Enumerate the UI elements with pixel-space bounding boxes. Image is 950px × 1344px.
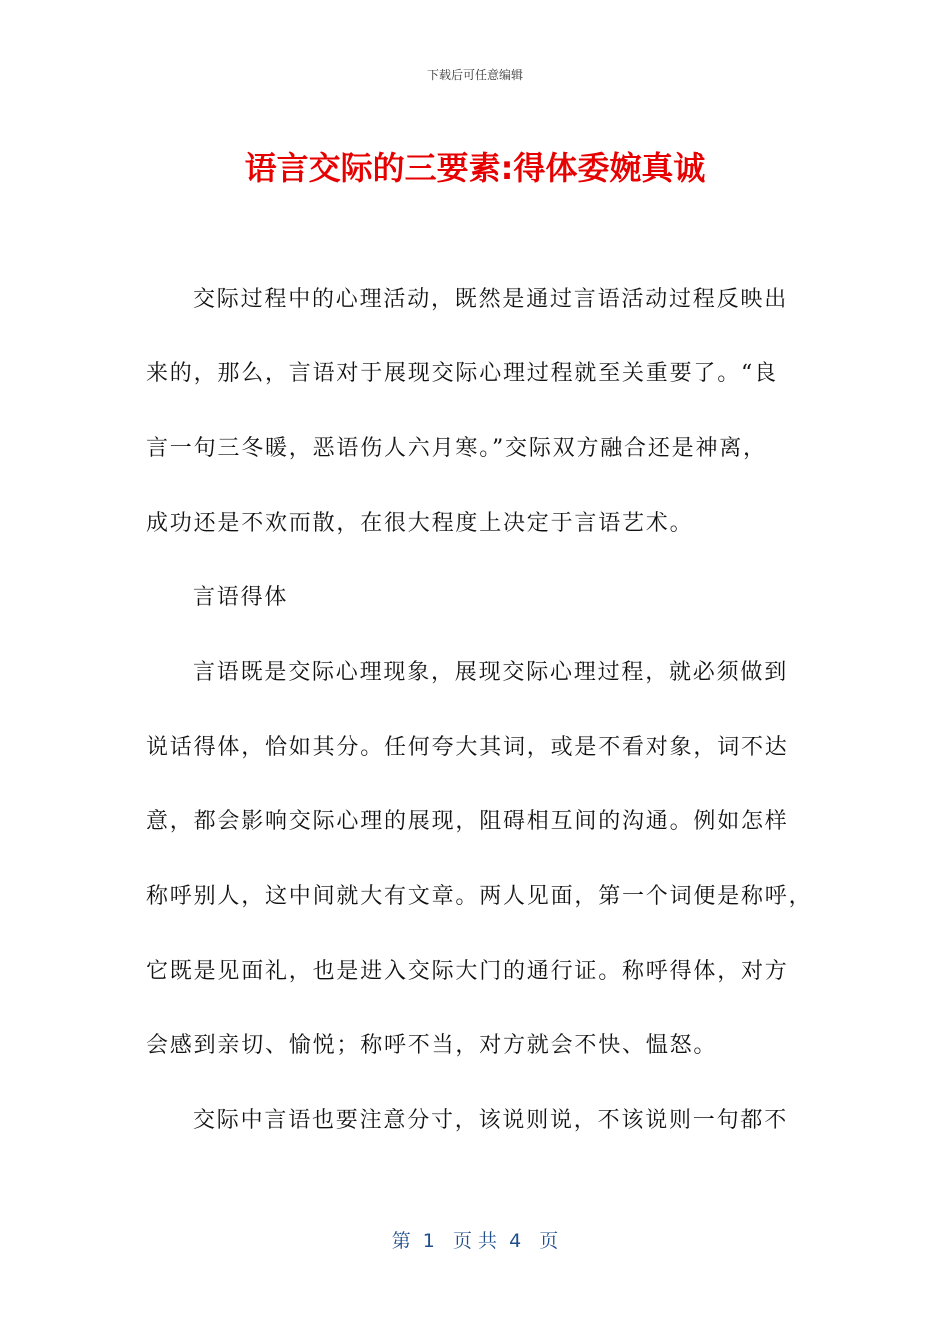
header-note: 下载后可任意编辑 <box>426 68 523 82</box>
paragraph-line: 会感到亲切、愉悦；称呼不当，对方就会不快、愠怒。 <box>146 1033 718 1058</box>
paragraph-line: 言一句三冬暖，恶语伤人六月寒。”交际双方融合还是神离， <box>146 436 767 461</box>
paragraph-line: 它既是见面礼，也是进入交际大门的通行证。称呼得体，对方 <box>146 959 789 984</box>
paragraph-line: 称呼别人，这中间就大有文章。两人见面，第一个词便是称呼， <box>146 884 813 909</box>
section-heading: 言语得体 <box>193 585 289 610</box>
paragraph-line: 言语既是交际心理现象，展现交际心理过程，就必须做到 <box>193 660 789 685</box>
paragraph-line: 交际过程中的心理活动，既然是通过言语活动过程反映出 <box>193 287 789 312</box>
paragraph-line: 意，都会影响交际心理的展现，阻碍相互间的沟通。例如怎样 <box>146 809 789 834</box>
page-footer: 第 1 页 共 4 页 <box>391 1230 559 1252</box>
document-title: 语言交际的三要素:得体委婉真诚 <box>244 149 706 187</box>
paragraph-line: 来的，那么，言语对于展现交际心理过程就至关重要了。“良 <box>146 361 778 386</box>
paragraph-line: 交际中言语也要注意分寸，该说则说，不该说则一句都不 <box>193 1108 789 1133</box>
paragraph-line: 说话得体，恰如其分。任何夸大其词，或是不看对象，词不达 <box>146 735 789 760</box>
paragraph-line: 成功还是不欢而散，在很大程度上决定于言语艺术。 <box>146 511 694 536</box>
